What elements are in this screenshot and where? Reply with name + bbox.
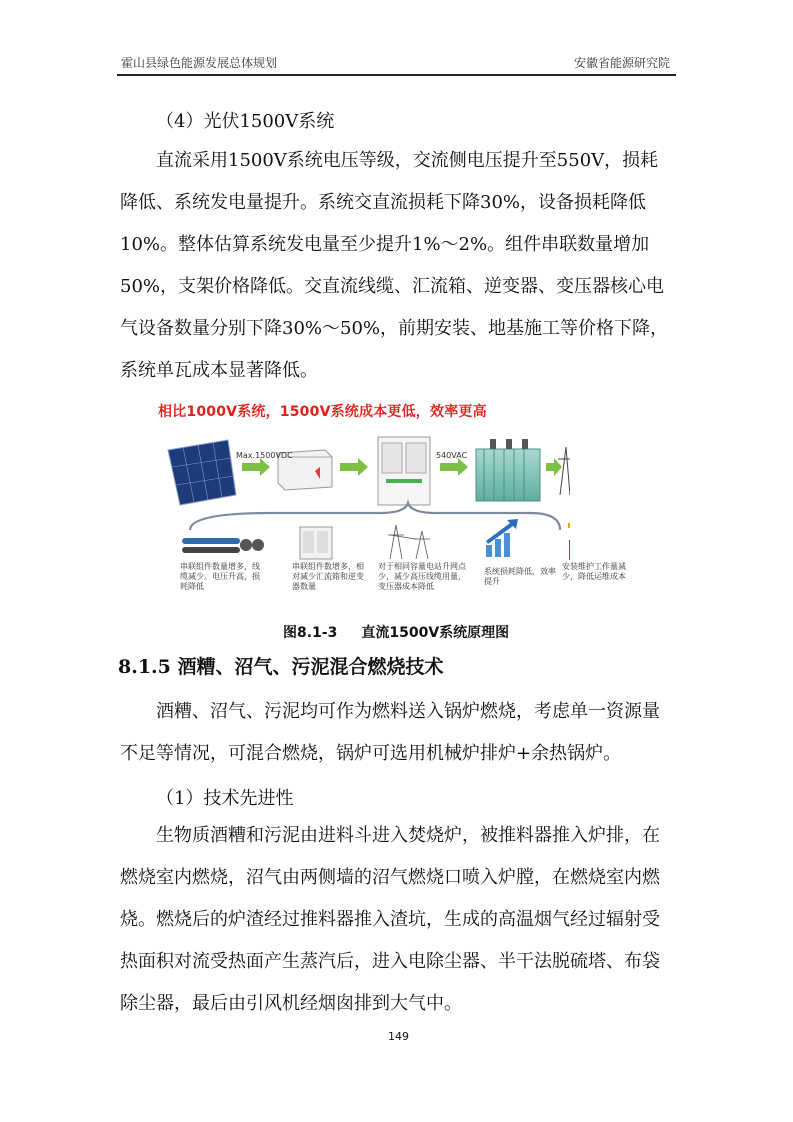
note-cable: 串联组件数量增多，线缆减少。电压升高，损耗降低 bbox=[180, 562, 260, 591]
inverter-icon bbox=[378, 437, 430, 505]
paragraph-mixed-combustion: 酒糟、沼气、污泥均可作为燃料送入锅炉燃烧，考虑单一资源量不足等情况，可混合燃烧，锅炉可选用机械炉排炉+余热锅炉。 bbox=[120, 701, 660, 764]
label-540vac: 540VAC bbox=[436, 451, 468, 460]
cable-icon bbox=[182, 538, 264, 553]
header-institute: 安徽省能源研究院 bbox=[573, 56, 670, 70]
transformer-icon bbox=[476, 439, 540, 501]
note-efficiency: 系统损耗降低，效率提升 bbox=[484, 567, 556, 586]
cabinet-icon bbox=[300, 527, 332, 559]
label-max-1500vdc: Max.1500VDC bbox=[236, 451, 293, 460]
paragraph-pv-1500v: 直流采用1500V系统电压等级，交流侧电压提升至550V，损耗降低、系统发电量提升。系统交直流损耗下降30%，设备损耗降低10%。整体估算系统发电量至少提升1%～2%。组件串联数量增加50%，支架价格降低。交直流线缆、汇流箱、逆变器、变压器核心电气设备数量分别下降30%～50%，前期安装、地基施工等价格下降，系统单瓦成本显著降低。 bbox=[120, 150, 669, 381]
subheading-pv-1500v: （4）光伏1500V系统 bbox=[156, 111, 335, 132]
subheading-tech-advancement: （1）技术先进性 bbox=[156, 788, 294, 809]
substation-icon bbox=[388, 525, 430, 559]
page-header bbox=[117, 52, 676, 74]
paragraph-tech-process: 生物质酒糟和污泥由进料斗进入焚烧炉，被推料器推入炉排，在燃烧室内燃烧，沼气由两侧墙的沼气燃烧口喷入炉膛，在燃烧室内燃烧。燃烧后的炉渣经过推料器推入渣坑，生成的高温烟气经过辐射受热面积对流受热面产生蒸汽后，进入电除尘器、半干法脱硫塔、布袋除尘器，最后由引风机经烟囱排到大气中。 bbox=[120, 825, 660, 1014]
solar-panel-icon bbox=[168, 440, 236, 505]
power-pylon-icon bbox=[558, 447, 570, 495]
note-maintenance-text: 安装维护工作量减少，降低运维成本 bbox=[562, 562, 626, 581]
figure-caption bbox=[283, 622, 533, 642]
caption-number: 图8.1-3 bbox=[283, 625, 338, 641]
header-rule bbox=[117, 74, 676, 76]
bracket-curve bbox=[190, 503, 560, 530]
section-heading: 8.1.5 酒糟、沼气、污泥混合燃烧技术 bbox=[118, 656, 444, 678]
figure-1500v-diagram bbox=[150, 395, 570, 615]
caption-text: 直流1500V系统原理图 bbox=[361, 625, 510, 641]
figure-title: 相比1000V系统，1500V系统成本更低，效率更高 bbox=[158, 404, 487, 420]
note-combiner: 串联组件数增多，相对减少汇流箱和逆变器数量 bbox=[292, 562, 364, 591]
efficiency-chart-icon bbox=[486, 519, 518, 557]
maintenance-worker-icon bbox=[568, 523, 570, 560]
page-number: 149 bbox=[388, 1030, 409, 1043]
header-doc-title: 霍山县绿色能源发展总体规划 bbox=[121, 56, 278, 70]
note-substation: 对于相同容量电站升网点少，减少高压线缆用量，变压器成本降低 bbox=[378, 562, 466, 591]
